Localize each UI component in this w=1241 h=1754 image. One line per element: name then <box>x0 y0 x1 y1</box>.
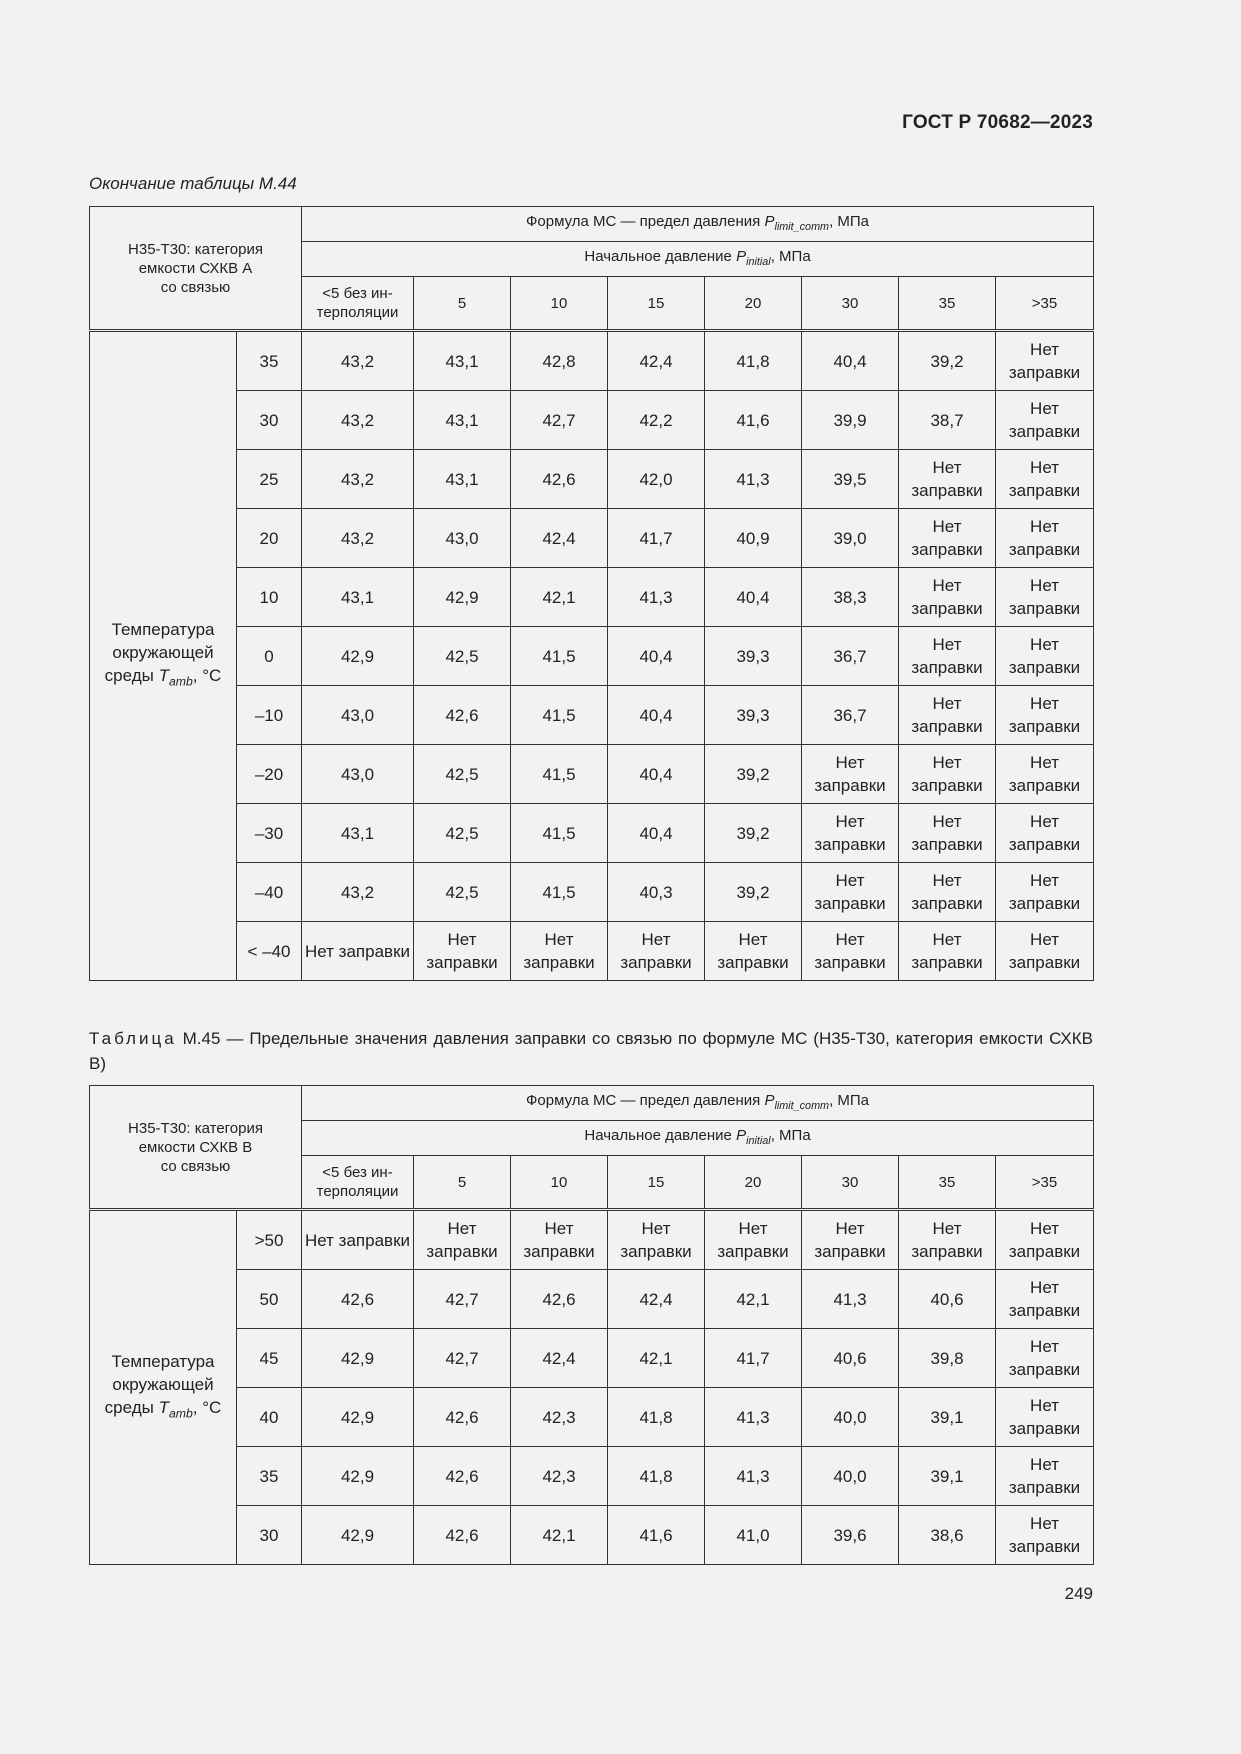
value-cell: Нет заправки <box>996 863 1094 922</box>
value-cell: 40,4 <box>608 627 705 686</box>
value-cell: 43,2 <box>302 391 414 450</box>
value-cell: Нет заправки <box>996 745 1094 804</box>
value-cell: 42,9 <box>302 1506 414 1565</box>
column-header: <5 без ин-терполяции <box>302 1156 414 1210</box>
table-row <box>90 804 1094 863</box>
value-cell: 42,9 <box>414 568 511 627</box>
value-cell: 40,0 <box>802 1447 899 1506</box>
value-cell: 43,0 <box>302 745 414 804</box>
value-cell: 39,1 <box>899 1447 996 1506</box>
value-cell: 41,5 <box>511 863 608 922</box>
value-cell: 41,3 <box>705 1447 802 1506</box>
value-cell: Нет заправки <box>996 1270 1094 1329</box>
column-header: >35 <box>996 1156 1094 1210</box>
value-cell: 43,0 <box>302 686 414 745</box>
value-cell: Нет заправки <box>996 450 1094 509</box>
value-cell: 42,3 <box>511 1447 608 1506</box>
temp-subscript: amb <box>168 674 193 689</box>
value-cell: 40,0 <box>802 1388 899 1447</box>
column-header: 10 <box>511 1156 608 1210</box>
column-header: 20 <box>705 277 802 331</box>
table-continuation-title: Окончание таблицы М.44 <box>89 174 297 193</box>
value-cell: Нет заправки <box>705 922 802 981</box>
temp-unit: , °C <box>192 1397 222 1417</box>
value-cell: Нет заправки <box>996 1210 1094 1270</box>
value-cell: Нет заправки <box>996 391 1094 450</box>
value-cell: 38,6 <box>899 1506 996 1565</box>
value-cell: Нет заправки <box>996 627 1094 686</box>
formula-text: Формула МС — предел давления <box>526 212 765 230</box>
temp-unit: , °C <box>192 666 222 686</box>
value-cell: 42,3 <box>511 1388 608 1447</box>
column-header: 30 <box>802 1156 899 1210</box>
column-header: 15 <box>608 277 705 331</box>
temp-symbol: T <box>158 666 169 686</box>
formula-symbol: P <box>764 1091 775 1109</box>
value-cell: 41,5 <box>511 745 608 804</box>
value-cell: 41,3 <box>705 450 802 509</box>
table-m45 <box>89 1085 1094 1565</box>
value-cell: 42,9 <box>302 1447 414 1506</box>
value-cell: Нет заправки <box>899 922 996 981</box>
value-cell: 42,5 <box>414 627 511 686</box>
row-group-line: Температура <box>111 620 215 640</box>
value-cell: 42,9 <box>302 1388 414 1447</box>
value-cell: 41,7 <box>608 509 705 568</box>
value-cell: Нет заправки <box>802 922 899 981</box>
value-cell: 42,4 <box>608 1270 705 1329</box>
temperature-cell: 35 <box>237 331 302 391</box>
row-group-line: среды <box>104 1397 159 1417</box>
column-header: 10 <box>511 277 608 331</box>
column-header: 15 <box>608 1156 705 1210</box>
value-cell: Нет заправки <box>414 1210 511 1270</box>
value-cell: 39,2 <box>705 804 802 863</box>
value-cell: Нет заправки <box>802 804 899 863</box>
value-cell: Нет заправки <box>996 1388 1094 1447</box>
column-header: 20 <box>705 1156 802 1210</box>
value-cell: 39,6 <box>802 1506 899 1565</box>
value-cell: 42,5 <box>414 804 511 863</box>
temperature-cell: >50 <box>237 1210 302 1270</box>
value-cell: 38,3 <box>802 568 899 627</box>
row-group-label <box>90 331 237 981</box>
formula-subscript: limit_comm <box>774 220 830 233</box>
column-header: <5 без ин-терполяции <box>302 277 414 331</box>
header-row <box>90 207 1094 242</box>
initial-unit: , МПа <box>770 247 811 265</box>
value-cell: 41,3 <box>802 1270 899 1329</box>
table-row <box>90 1329 1094 1388</box>
corner-line: емкости СХКВ А <box>138 259 253 277</box>
value-cell: 41,8 <box>608 1388 705 1447</box>
value-cell: 39,1 <box>899 1388 996 1447</box>
value-cell: 41,6 <box>608 1506 705 1565</box>
value-cell: 42,9 <box>302 627 414 686</box>
corner-cell <box>90 207 302 331</box>
value-cell: 43,1 <box>414 331 511 391</box>
value-cell: 41,5 <box>511 686 608 745</box>
corner-line: Н35-Т30: категория <box>128 1119 263 1137</box>
value-cell: Нет заправки <box>899 745 996 804</box>
value-cell: 42,6 <box>511 1270 608 1329</box>
corner-line: Н35-Т30: категория <box>128 240 263 258</box>
temperature-cell: 45 <box>237 1329 302 1388</box>
temperature-cell: 0 <box>237 627 302 686</box>
value-cell: Нет заправки <box>996 804 1094 863</box>
formula-header <box>302 1086 1094 1121</box>
document-code: ГОСТ Р 70682—2023 <box>902 112 1093 133</box>
value-cell: Нет заправки <box>802 1210 899 1270</box>
corner-line: емкости СХКВ В <box>138 1138 253 1156</box>
corner-line: со связью <box>160 278 231 296</box>
temperature-cell: –20 <box>237 745 302 804</box>
column-header: 35 <box>899 1156 996 1210</box>
temperature-cell: 30 <box>237 1506 302 1565</box>
value-cell: 39,9 <box>802 391 899 450</box>
value-cell: 43,2 <box>302 863 414 922</box>
row-group-label <box>90 1210 237 1565</box>
temperature-cell: –30 <box>237 804 302 863</box>
value-cell: 39,2 <box>899 331 996 391</box>
value-cell: 42,6 <box>511 450 608 509</box>
value-cell: Нет заправки <box>996 922 1094 981</box>
value-cell: 36,7 <box>802 627 899 686</box>
value-cell: Нет заправки <box>899 509 996 568</box>
value-cell: 39,5 <box>802 450 899 509</box>
value-cell: 42,0 <box>608 450 705 509</box>
value-cell: Нет заправки <box>996 1329 1094 1388</box>
formula-subscript: limit_comm <box>774 1099 830 1112</box>
initial-symbol: P <box>736 1126 747 1144</box>
row-group-line: окружающей <box>112 643 214 663</box>
value-cell: 43,2 <box>302 331 414 391</box>
value-cell: 42,8 <box>511 331 608 391</box>
value-cell: 43,1 <box>414 450 511 509</box>
caption-word: Таблица <box>89 1029 177 1048</box>
formula-text: Формула МС — предел давления <box>526 1091 765 1109</box>
value-cell: 41,5 <box>511 804 608 863</box>
value-cell: 41,8 <box>608 1447 705 1506</box>
value-cell: Нет заправки <box>899 863 996 922</box>
corner-cell <box>90 1086 302 1210</box>
value-cell: 42,6 <box>414 1447 511 1506</box>
table-row <box>90 863 1094 922</box>
initial-subscript: initial <box>746 1134 771 1147</box>
value-cell: Нет заправки <box>899 804 996 863</box>
row-group-line: среды <box>104 666 159 686</box>
value-cell: 40,6 <box>899 1270 996 1329</box>
value-cell: 40,4 <box>705 568 802 627</box>
value-cell: 40,9 <box>705 509 802 568</box>
table-row <box>90 568 1094 627</box>
value-cell: 39,3 <box>705 686 802 745</box>
value-cell: 41,3 <box>705 1388 802 1447</box>
value-cell: 39,0 <box>802 509 899 568</box>
value-cell: Нет заправки <box>899 1210 996 1270</box>
table-m44 <box>89 206 1094 981</box>
table-row <box>90 1388 1094 1447</box>
value-cell: 40,4 <box>608 745 705 804</box>
value-cell: Нет заправки <box>996 509 1094 568</box>
temperature-cell: 30 <box>237 391 302 450</box>
value-cell: Нет заправки <box>302 1210 414 1270</box>
value-cell: Нет заправки <box>802 745 899 804</box>
value-cell: Нет заправки <box>899 627 996 686</box>
table-row <box>90 686 1094 745</box>
initial-subscript: initial <box>746 255 771 268</box>
value-cell: Нет заправки <box>511 922 608 981</box>
value-cell: Нет заправки <box>802 863 899 922</box>
row-group-line: окружающей <box>112 1374 214 1394</box>
temperature-cell: –10 <box>237 686 302 745</box>
table-row <box>90 1270 1094 1329</box>
value-cell: 41,0 <box>705 1506 802 1565</box>
value-cell: Нет заправки <box>996 331 1094 391</box>
table-row <box>90 450 1094 509</box>
value-cell: 39,2 <box>705 863 802 922</box>
column-header: 5 <box>414 277 511 331</box>
value-cell: 42,7 <box>511 391 608 450</box>
value-cell: 41,5 <box>511 627 608 686</box>
value-cell: Нет заправки <box>302 922 414 981</box>
value-cell: 42,6 <box>414 1506 511 1565</box>
temperature-cell: 10 <box>237 568 302 627</box>
value-cell: 40,4 <box>802 331 899 391</box>
header-row <box>90 1086 1094 1121</box>
formula-symbol: P <box>764 212 775 230</box>
initial-text: Начальное давление <box>584 247 737 265</box>
value-cell: 40,3 <box>608 863 705 922</box>
initial-pressure-header <box>302 242 1094 277</box>
table-row <box>90 509 1094 568</box>
value-cell: 39,8 <box>899 1329 996 1388</box>
table-row <box>90 391 1094 450</box>
initial-unit: , МПа <box>770 1126 811 1144</box>
temp-symbol: T <box>158 1397 169 1417</box>
value-cell: 43,1 <box>302 804 414 863</box>
value-cell: Нет заправки <box>899 450 996 509</box>
value-cell: Нет заправки <box>996 686 1094 745</box>
value-cell: 42,4 <box>511 509 608 568</box>
table-row <box>90 1447 1094 1506</box>
value-cell: 41,6 <box>705 391 802 450</box>
formula-unit: , МПа <box>829 212 870 230</box>
value-cell: 42,1 <box>511 1506 608 1565</box>
value-cell: 36,7 <box>802 686 899 745</box>
table-row <box>90 1210 1094 1270</box>
page-number: 249 <box>1064 1584 1093 1603</box>
value-cell: 42,5 <box>414 863 511 922</box>
value-cell: 41,3 <box>608 568 705 627</box>
value-cell: 42,9 <box>302 1329 414 1388</box>
value-cell: 42,6 <box>414 686 511 745</box>
value-cell: 40,4 <box>608 686 705 745</box>
value-cell: Нет заправки <box>608 1210 705 1270</box>
value-cell: Нет заправки <box>608 922 705 981</box>
value-cell: Нет заправки <box>414 922 511 981</box>
value-cell: 40,4 <box>608 804 705 863</box>
value-cell: 39,2 <box>705 745 802 804</box>
value-cell: 42,1 <box>705 1270 802 1329</box>
value-cell: 42,7 <box>414 1329 511 1388</box>
column-header: 30 <box>802 277 899 331</box>
value-cell: 42,5 <box>414 745 511 804</box>
value-cell: 43,0 <box>414 509 511 568</box>
table-row <box>90 1506 1094 1565</box>
value-cell: 38,7 <box>899 391 996 450</box>
value-cell: 42,6 <box>302 1270 414 1329</box>
temperature-cell: 20 <box>237 509 302 568</box>
initial-pressure-header <box>302 1121 1094 1156</box>
value-cell: Нет заправки <box>996 1447 1094 1506</box>
value-cell: 42,4 <box>511 1329 608 1388</box>
value-cell: 42,2 <box>608 391 705 450</box>
corner-line: со связью <box>160 1157 231 1175</box>
value-cell: 41,8 <box>705 331 802 391</box>
column-header: 35 <box>899 277 996 331</box>
value-cell: 42,4 <box>608 331 705 391</box>
value-cell: Нет заправки <box>996 1506 1094 1565</box>
value-cell: 43,2 <box>302 450 414 509</box>
initial-symbol: P <box>736 247 747 265</box>
value-cell: Нет заправки <box>511 1210 608 1270</box>
temperature-cell: –40 <box>237 863 302 922</box>
value-cell: Нет заправки <box>705 1210 802 1270</box>
value-cell: Нет заправки <box>899 686 996 745</box>
formula-unit: , МПа <box>829 1091 870 1109</box>
table-m45-caption <box>89 1026 1093 1076</box>
value-cell: 39,3 <box>705 627 802 686</box>
column-header: 5 <box>414 1156 511 1210</box>
value-cell: 43,2 <box>302 509 414 568</box>
table-row <box>90 922 1094 981</box>
table-row <box>90 745 1094 804</box>
temperature-cell: < –40 <box>237 922 302 981</box>
value-cell: 40,6 <box>802 1329 899 1388</box>
temperature-cell: 50 <box>237 1270 302 1329</box>
row-group-line: Температура <box>111 1351 215 1371</box>
table-row <box>90 331 1094 391</box>
temperature-cell: 35 <box>237 1447 302 1506</box>
temperature-cell: 40 <box>237 1388 302 1447</box>
initial-text: Начальное давление <box>584 1126 737 1144</box>
formula-header <box>302 207 1094 242</box>
caption-text: М.45 — Предельные значения давления заправки со связью по формуле МС (Н35-Т30, категория емкости СХКВ В) <box>89 1029 1093 1073</box>
temperature-cell: 25 <box>237 450 302 509</box>
value-cell: 41,7 <box>705 1329 802 1388</box>
value-cell: 43,1 <box>414 391 511 450</box>
table-row <box>90 627 1094 686</box>
value-cell: Нет заправки <box>996 568 1094 627</box>
value-cell: 42,6 <box>414 1388 511 1447</box>
column-header: >35 <box>996 277 1094 331</box>
value-cell: Нет заправки <box>899 568 996 627</box>
value-cell: 42,7 <box>414 1270 511 1329</box>
value-cell: 42,1 <box>511 568 608 627</box>
temp-subscript: amb <box>168 1406 193 1421</box>
value-cell: 42,1 <box>608 1329 705 1388</box>
value-cell: 43,1 <box>302 568 414 627</box>
